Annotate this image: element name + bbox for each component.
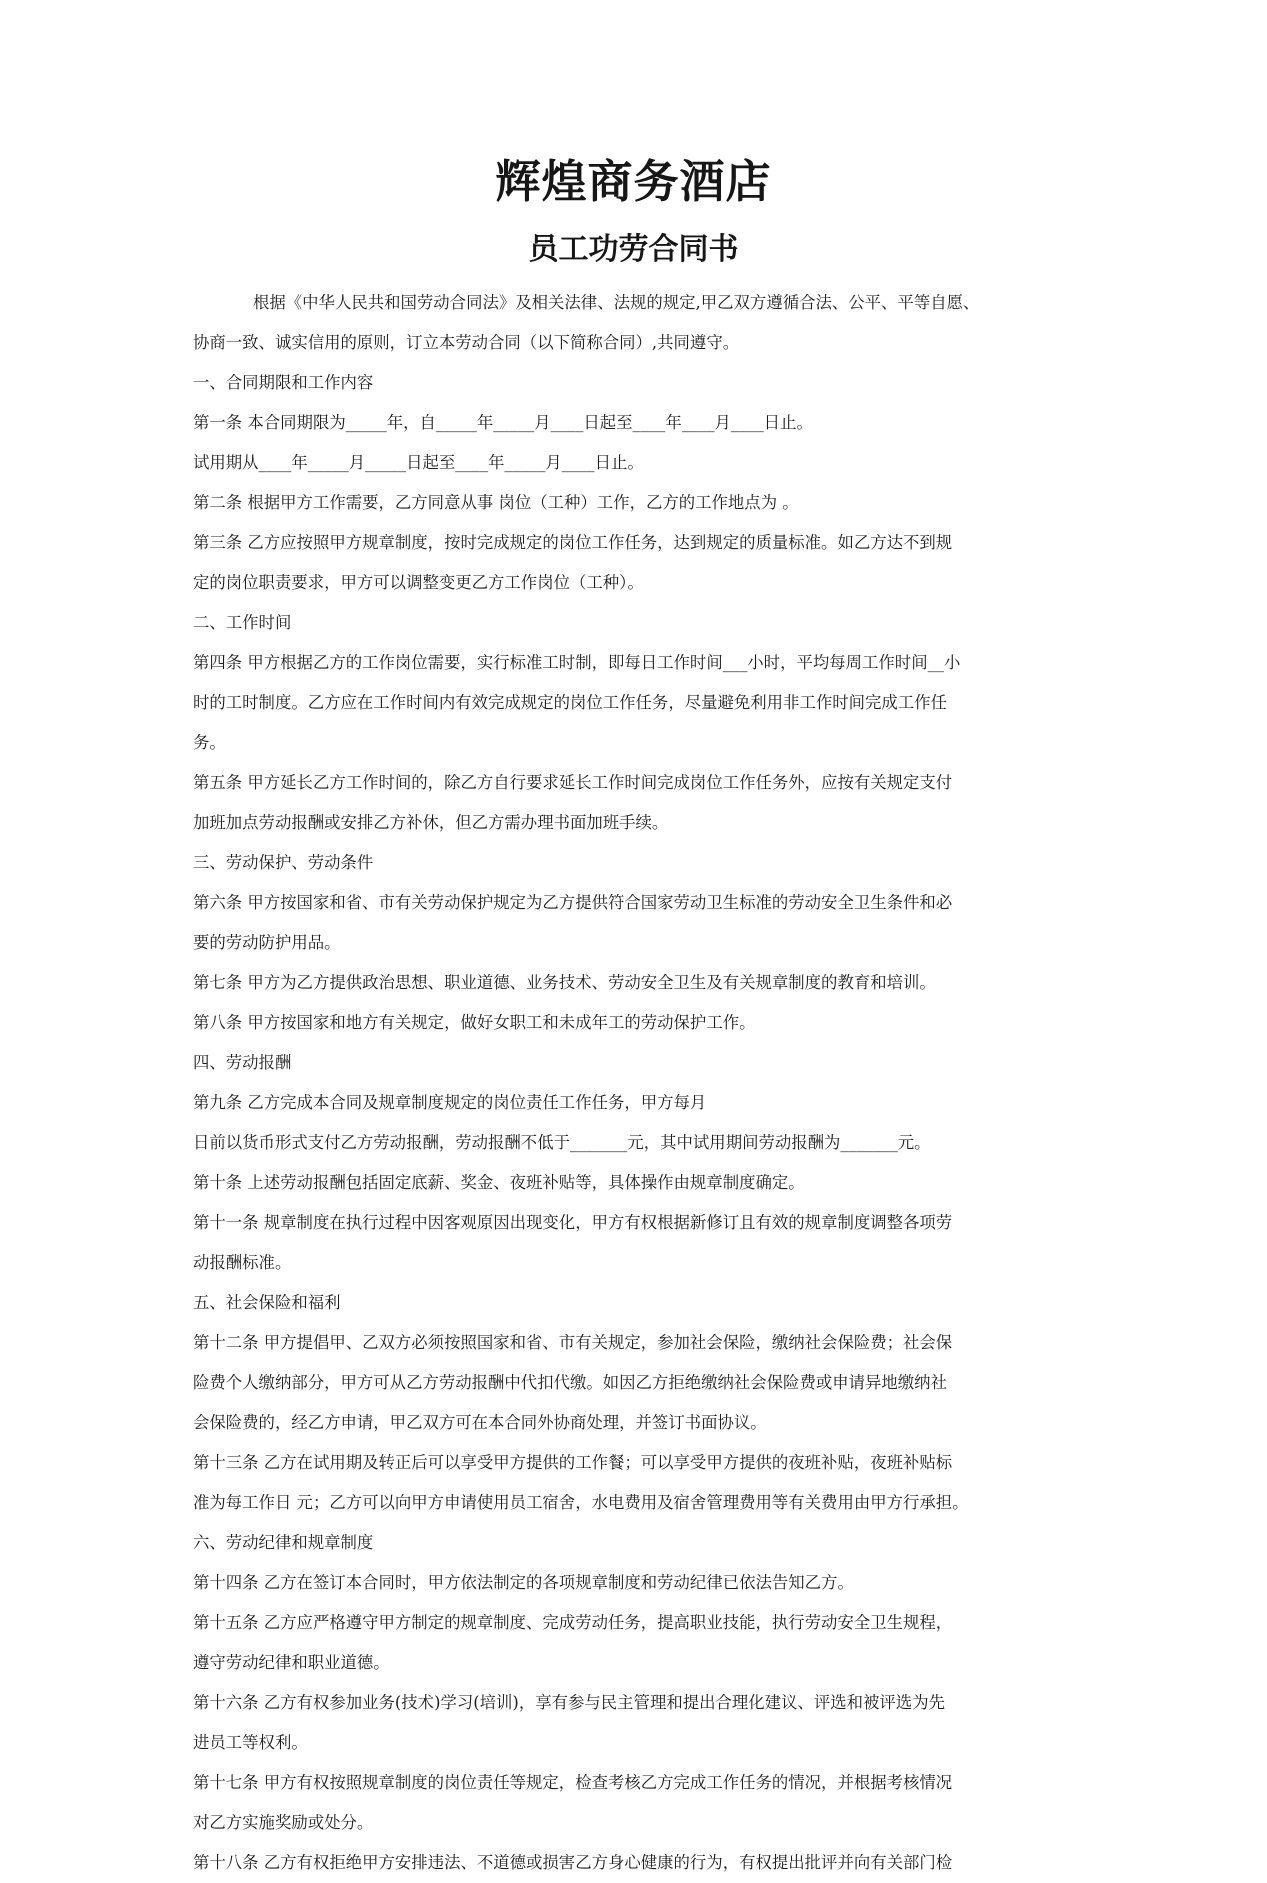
article-line: 进员工等权利。: [193, 1733, 308, 1752]
article-line: 第十六条 乙方有权参加业务(技术)学习(培训)，享有参与民主管理和提出合理化建议、评选和被评选为先: [193, 1693, 945, 1712]
article-line: 第一条 本合同期限为_____年，自_____年_____月____日起至____年____月____日止。: [193, 413, 813, 432]
section-heading: 四、劳动报酬: [193, 1053, 292, 1072]
article-line: 第七条 甲方为乙方提供政治思想、职业道德、业务技术、劳动安全卫生及有关规章制度的教育和培训。: [193, 973, 936, 992]
article-line: 定的岗位职责要求，甲方可以调整变更乙方工作岗位（工种）。: [193, 573, 644, 592]
article-line: 第四条 甲方根据乙方的工作岗位需要，实行标准工时制，即每日工作时间___小时，平均每周工作时间__小: [193, 653, 961, 672]
contract-body: [193, 283, 1073, 1883]
article-line: 第十五条 乙方应严格遵守甲方制定的规章制度、完成劳动任务，提高职业技能，执行劳动安全卫生规程，: [193, 1613, 953, 1632]
article-line: 第二条 根据甲方工作需要，乙方同意从事 岗位（工种）工作，乙方的工作地点为 。: [193, 493, 799, 512]
article-line: 对乙方实施奖励或处分。: [193, 1813, 374, 1832]
article-line: 准为每工作日 元；乙方可以向甲方申请使用员工宿舍，水电费用及宿舍管理费用等有关费用由甲方行承担。: [193, 1493, 969, 1512]
section-heading: 二、工作时间: [193, 613, 292, 632]
article-line: 日前以货币形式支付乙方劳动报酬，劳动报酬不低于_______元，其中试用期间劳动报酬为_______元。: [193, 1133, 931, 1152]
article-line: 第十四条 乙方在签订本合同时，甲方依法制定的各项规章制度和劳动纪律已依法告知乙方。: [193, 1573, 854, 1592]
article-line: 第十一条 规章制度在执行过程中因客观原因出现变化，甲方有权根据新修订且有效的规章制度调整各项劳: [193, 1213, 953, 1232]
section-heading: 六、劳动纪律和规章制度: [193, 1533, 374, 1552]
hotel-name-title: 辉煌商务酒店: [495, 155, 772, 208]
article-line: 险费个人缴纳部分，甲方可从乙方劳动报酬中代扣代缴。如因乙方拒绝缴纳社会保险费或申请异地缴纳社: [193, 1373, 947, 1392]
article-line: 第八条 甲方按国家和地方有关规定，做好女职工和未成年工的劳动保护工作。: [193, 1013, 756, 1032]
preamble-line: 根据《中华人民共和国劳动合同法》及相关法律、法规的规定,甲乙双方遵循合法、公平、平等自愿、: [253, 293, 980, 312]
article-line: 会保险费的，经乙方申请，甲乙双方可在本合同外协商处理，并签订书面协议。: [193, 1413, 767, 1432]
article-line: 第十二条 甲方提倡甲、乙双方必须按照国家和省、市有关规定，参加社会保险，缴纳社会保险费；社会保: [193, 1333, 953, 1352]
article-line: 第十七条 甲方有权按照规章制度的岗位责任等规定，检查考核乙方完成工作任务的情况，并根据考核情况: [193, 1773, 953, 1792]
article-line: 第六条 甲方按国家和省、市有关劳动保护规定为乙方提供符合国家劳动卫生标准的劳动安全卫生条件和必: [193, 893, 953, 912]
article-line: 第九条 乙方完成本合同及规章制度规定的岗位责任工作任务，甲方每月: [193, 1093, 707, 1112]
article-line: 时的工时制度。乙方应在工作时间内有效完成规定的岗位工作任务，尽量避免利用非工作时间完成工作任: [193, 693, 947, 712]
article-line: 第十条 上述劳动报酬包括固定底薪、奖金、夜班补贴等，具体操作由规章制度确定。: [193, 1173, 805, 1192]
article-line: 动报酬标准。: [193, 1253, 292, 1272]
article-line: 加班加点劳动报酬或安排乙方补休，但乙方需办理书面加班手续。: [193, 813, 669, 832]
section-heading: 三、劳动保护、劳动条件: [193, 853, 374, 872]
article-line: 第三条 乙方应按照甲方规章制度，按时完成规定的岗位工作任务，达到规定的质量标准。如乙方达不到规: [193, 533, 953, 552]
contract-subtitle: 员工功劳合同书: [528, 232, 739, 267]
article-line: 务。: [193, 733, 226, 752]
section-heading: 一、合同期限和工作内容: [193, 373, 374, 392]
article-line: 要的劳动防护用品。: [193, 933, 341, 952]
article-line: 试用期从____年_____月_____日起至____年_____月____日止。: [193, 453, 644, 472]
article-line: 第十八条 乙方有权拒绝甲方安排违法、不道德或损害乙方身心健康的行为，有权提出批评并向有关部门检: [193, 1853, 953, 1872]
preamble-line: 协商一致、诚实信用的原则，订立本劳动合同（以下简称合同）,共同遵守。: [193, 333, 740, 352]
article-line: 遵守劳动纪律和职业道德。: [193, 1653, 390, 1672]
article-line: 第十三条 乙方在试用期及转正后可以享受甲方提供的工作餐；可以享受甲方提供的夜班补贴，夜班补贴标: [193, 1453, 953, 1472]
article-line: 第五条 甲方延长乙方工作时间的，除乙方自行要求延长工作时间完成岗位工作任务外，应按有关规定支付: [193, 773, 953, 792]
section-heading: 五、社会保险和福利: [193, 1293, 341, 1312]
